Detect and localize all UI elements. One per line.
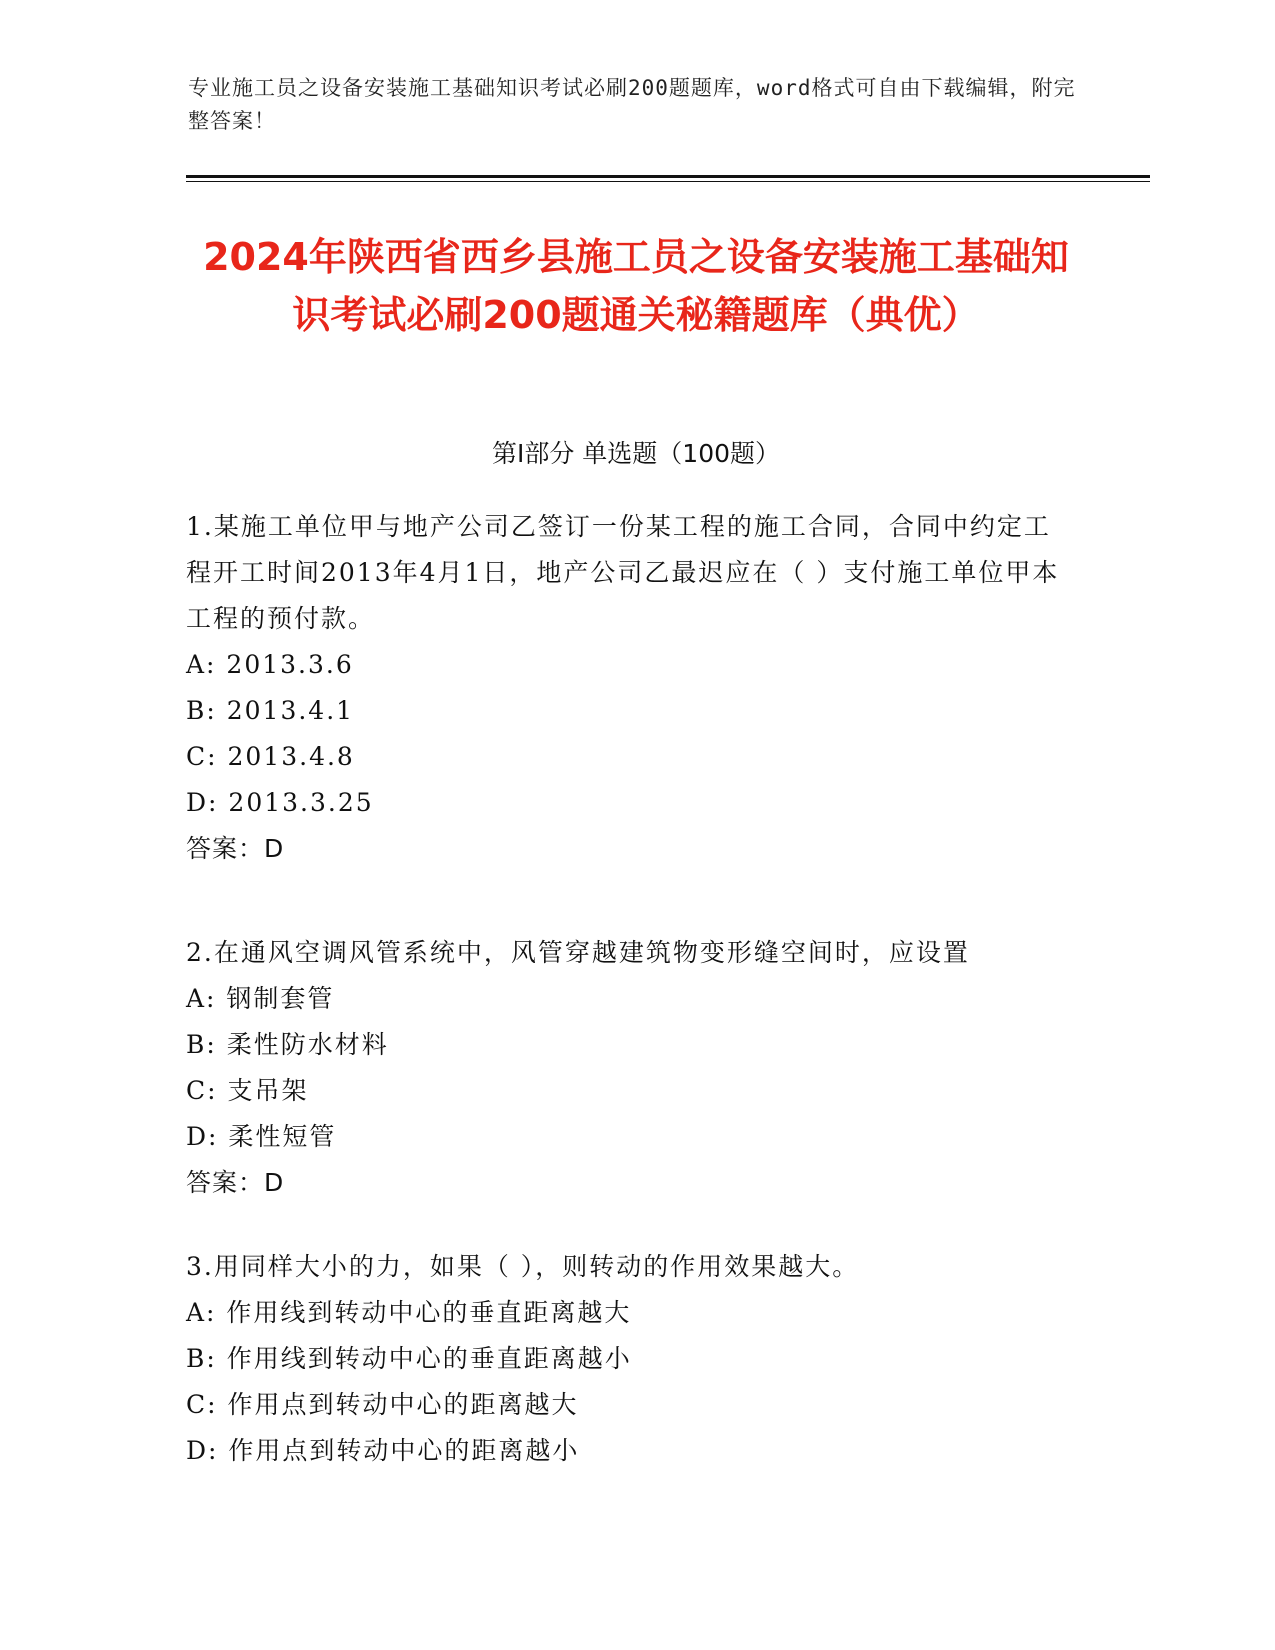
option-c: C: 作用点到转动中心的距离越大 bbox=[186, 1390, 579, 1419]
option-a: A: 作用线到转动中心的垂直距离越大 bbox=[186, 1298, 632, 1327]
option-a: A: 2013.3.6 bbox=[186, 650, 354, 679]
option-b: B: 柔性防水材料 bbox=[186, 1030, 389, 1059]
header-divider-thin bbox=[186, 181, 1150, 182]
question-1 bbox=[186, 504, 1066, 872]
option-d: D: 作用点到转动中心的距离越小 bbox=[186, 1436, 580, 1465]
option-a: A: 钢制套管 bbox=[186, 984, 335, 1013]
question-stem: 3.用同样大小的力，如果（ ），则转动的作用效果越大。 bbox=[186, 1252, 860, 1281]
option-b: B: 作用线到转动中心的垂直距离越小 bbox=[186, 1344, 632, 1373]
option-b: B: 2013.4.1 bbox=[186, 696, 355, 725]
answer-line: 答案：D bbox=[186, 1168, 285, 1197]
header-divider-thick bbox=[186, 175, 1150, 178]
option-c: C: 支吊架 bbox=[186, 1076, 309, 1105]
option-d: D: 2013.3.25 bbox=[186, 788, 374, 817]
header-note: 专业施工员之设备安装施工基础知识考试必刷200题题库，word格式可自由下载编辑，附完整答案！ bbox=[188, 76, 1076, 133]
answer-line: 答案：D bbox=[186, 834, 285, 863]
option-d: D: 柔性短管 bbox=[186, 1122, 337, 1151]
question-stem: 1.某施工单位甲与地产公司乙签订一份某工程的施工合同，合同中约定工程开工时间2013年4月1日，地产公司乙最迟应在（ ）支付施工单位甲本工程的预付款。 bbox=[186, 512, 1060, 633]
section-heading: 第I部分 单选题（100题） bbox=[491, 439, 781, 468]
option-c: C: 2013.4.8 bbox=[186, 742, 355, 771]
question-stem: 2.在通风空调风管系统中，风管穿越建筑物变形缝空间时，应设置 bbox=[186, 938, 970, 967]
question-2 bbox=[186, 930, 1066, 1206]
document-title: 2024年陕西省西乡县施工员之设备安装施工基础知识考试必刷200题通关秘籍题库（典优） bbox=[203, 235, 1069, 337]
question-3 bbox=[186, 1244, 1066, 1474]
